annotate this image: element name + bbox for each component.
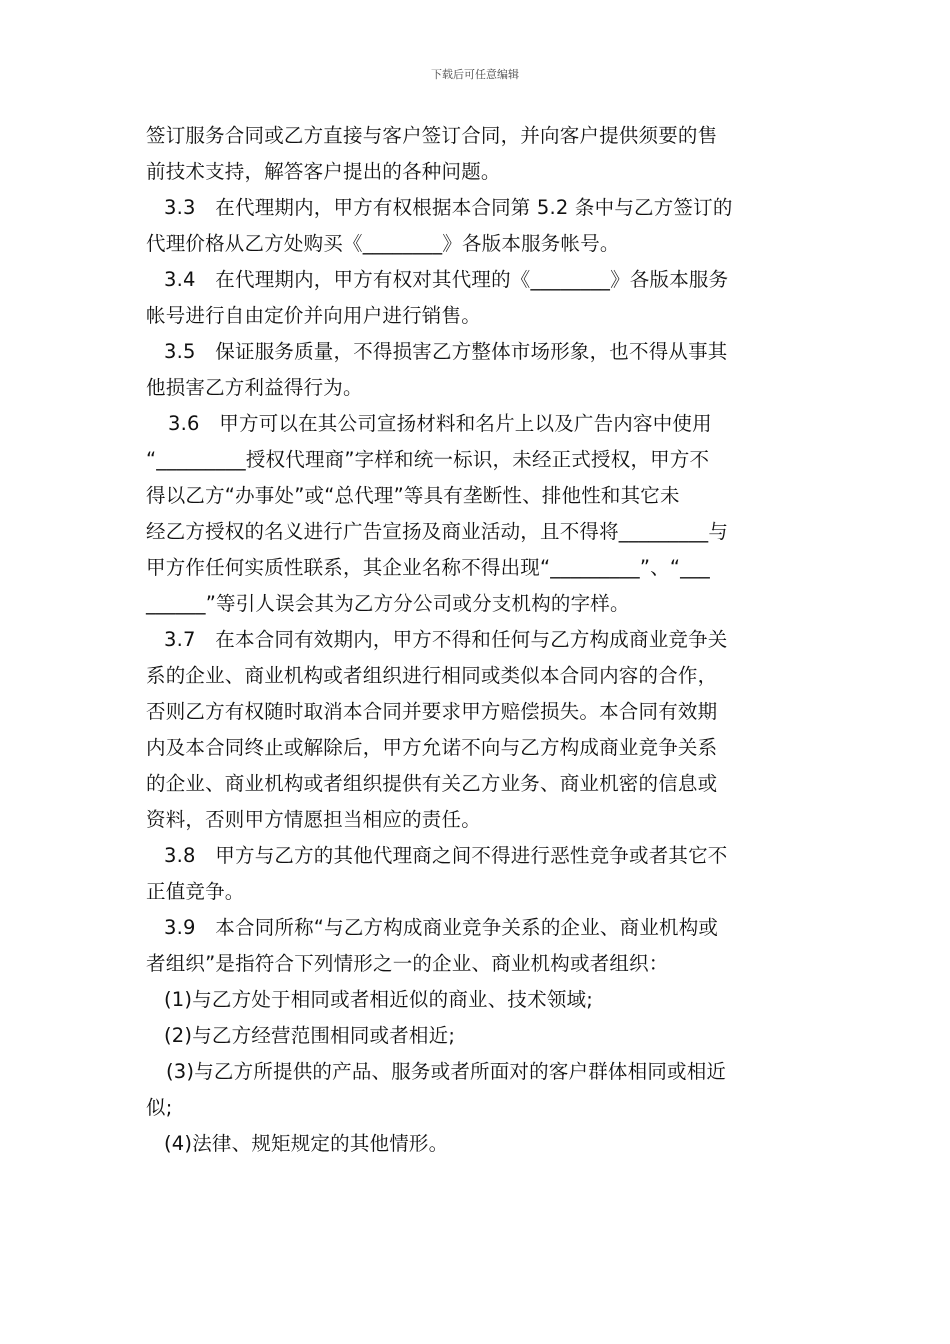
paragraph-line: 否则乙方有权随时取消本合同并要求甲方赔偿损失。本合同有效期	[146, 700, 718, 723]
paragraph-line: 内及本合同终止或解除后，甲方允诺不向与乙方构成商业竞争关系	[146, 736, 718, 759]
paragraph-line: 签订服务合同或乙方直接与客户签订合同，并向客户提供须要的售	[146, 124, 718, 147]
paragraph-line: 系的企业、商业机构或者组织进行相同或类似本合同内容的合作，	[146, 664, 718, 687]
paragraph-line: ______”等引人误会其为乙方分公司或分支机构的字样。	[146, 592, 630, 615]
list-item-1: (1)与乙方处于相同或者相近似的商业、技术领域;	[164, 988, 593, 1011]
paragraph-line: 他损害乙方利益得行为。	[146, 376, 363, 399]
paragraph-line: 得以乙方“办事处”或“总代理”等具有垄断性、排他性和其它未	[146, 484, 680, 507]
clause-3-7-line: 3.7 在本合同有效期内，甲方不得和任何与乙方构成商业竞争关	[164, 628, 728, 651]
paragraph-line: 前技术支持，解答客户提出的各种问题。	[146, 160, 501, 183]
clause-3-9-line: 3.9 本合同所称“与乙方构成商业竞争关系的企业、商业机构或	[164, 916, 719, 939]
paragraph-line: 代理价格从乙方处购买《________》各版本服务帐号。	[146, 232, 620, 255]
clause-3-8-line: 3.8 甲方与乙方的其他代理商之间不得进行恶性竞争或者其它不	[164, 844, 728, 867]
paragraph-line: 正值竞争。	[146, 880, 245, 903]
paragraph-line: 帐号进行自由定价并向用户进行销售。	[146, 304, 481, 327]
clause-3-4-line: 3.4 在代理期内，甲方有权对其代理的《________》各版本服务	[164, 268, 729, 291]
clause-3-6-line: 3.6 甲方可以在其公司宣扬材料和名片上以及广告内容中使用	[168, 412, 712, 435]
list-item-2: (2)与乙方经营范围相同或者相近;	[164, 1024, 456, 1047]
paragraph-line: 经乙方授权的名义进行广告宣扬及商业活动，且不得将_________与	[146, 520, 729, 543]
paragraph-line: 资料，否则甲方情愿担当相应的责任。	[146, 808, 481, 831]
clause-3-5-line: 3.5 保证服务质量，不得损害乙方整体市场形象，也不得从事其	[164, 340, 728, 363]
list-item-4: (4)法律、规矩规定的其他情形。	[164, 1132, 449, 1155]
clause-3-3-line: 3.3 在代理期内，甲方有权根据本合同第 5.2 条中与乙方签订的	[164, 196, 733, 219]
paragraph-line: 者组织”是指符合下列情形之一的企业、商业机构或者组织：	[146, 952, 669, 975]
paragraph-line: 的企业、商业机构或者组织提供有关乙方业务、商业机密的信息或	[146, 772, 718, 795]
list-item-3: (3)与乙方所提供的产品、服务或者所面对的客户群体相同或相近	[166, 1060, 727, 1083]
page-header: 下载后可任意编辑	[431, 68, 519, 81]
paragraph-line: 似;	[146, 1096, 173, 1119]
paragraph-line: 甲方作任何实质性联系，其企业名称不得出现“_________”、“___	[146, 556, 711, 579]
paragraph-line: “_________授权代理商”字样和统一标识，未经正式授权，甲方不	[146, 448, 710, 471]
document-body	[146, 118, 810, 1162]
